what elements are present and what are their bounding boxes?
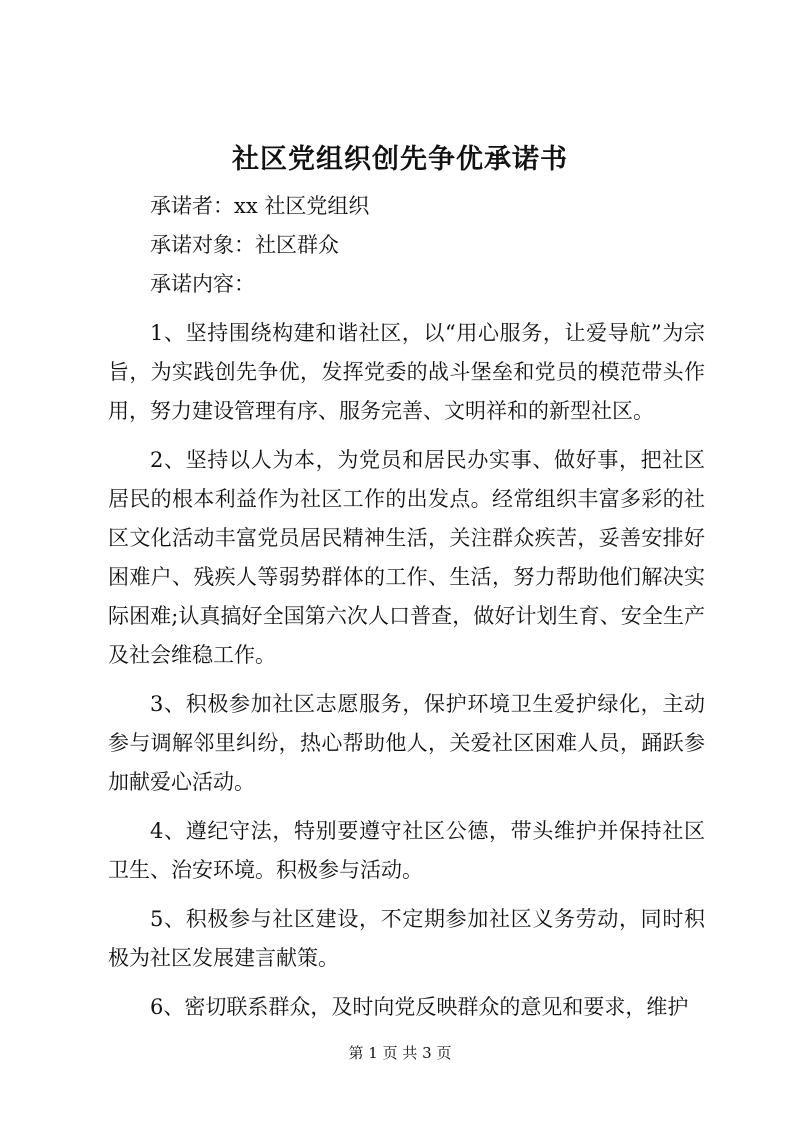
promise-content-heading: 承诺内容： <box>150 272 255 296</box>
promise-target-line: 承诺对象：社区群众 <box>150 233 339 257</box>
promisor-line: 承诺者：xx 社区党组织 <box>150 194 370 218</box>
paragraph-5: 5、积极参与社区建设，不定期参加社区义务劳动，同时积极为社区发展建言献策。 <box>108 907 705 970</box>
document-title: 社区党组织创先争优承诺书 <box>232 144 568 175</box>
document-body <box>108 187 705 1037</box>
paragraph-1: 1、坚持围绕构建和谐社区，以“用心服务，让爱导航”为宗旨，为实践创先争优，发挥党委的战斗堡垒和党员的模范带头作用，努力建设管理有序、服务完善、文明祥和的新型社区。 <box>108 321 705 423</box>
page-footer: 第 1 页 共 3 页 <box>348 1044 452 1062</box>
paragraph-3: 3、积极参加社区志愿服务，保护环境卫生爱护绿化，主动参与调解邻里纠纷，热心帮助他人，关爱社区困难人员，踊跃参加献爱心活动。 <box>108 692 705 794</box>
paragraph-2: 2、坚持以人为本，为党员和居民办实事、做好事，把社区居民的根本利益作为社区工作的出发点。经常组织丰富多彩的社区文化活动丰富党员居民精神生活，关注群众疾苦，妥善安排好困难户、残疾人等弱势群体的工作、生活，努力帮助他们解决实际困难;认真搞好全国第六次人口普查，做好计划生育、安全生产及社会维稳工作。 <box>108 448 705 667</box>
paragraph-6: 6、密切联系群众，及时向党反映群众的意见和要求，维护 <box>150 995 689 1019</box>
paragraph-4: 4、遵纪守法，特别要遵守社区公德，带头维护并保持社区卫生、治安环境。积极参与活动。 <box>108 819 705 882</box>
